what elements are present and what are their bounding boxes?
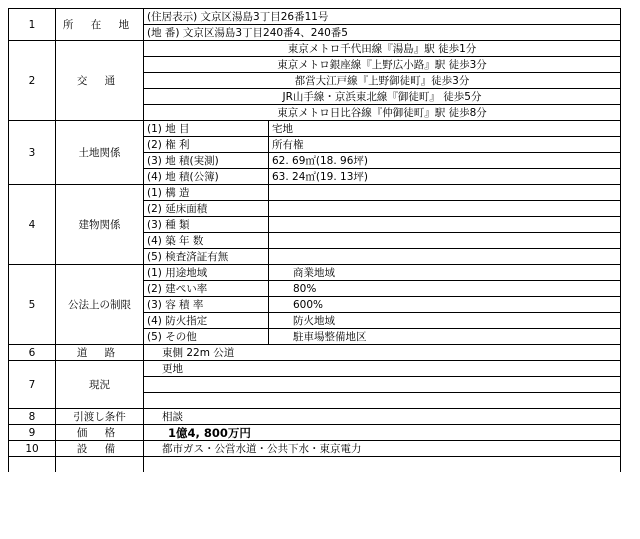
- row-land: [9, 121, 621, 137]
- blank-cell: [56, 457, 144, 473]
- row-legal-restrictions: [9, 265, 621, 281]
- address-lot-number: (地 番) 文京区湯島3丁目240番4、240番5: [144, 25, 621, 41]
- row-number: 3: [9, 121, 56, 185]
- row-number: 5: [9, 265, 56, 345]
- row-handover: [9, 409, 621, 425]
- transport-line: 都営大江戸線『上野御徒町』徒歩3分: [144, 73, 621, 89]
- handover-value: 相談: [144, 409, 621, 425]
- blank-cell: [144, 457, 621, 473]
- row-label-road: 道 路: [56, 345, 144, 361]
- legal-item-key: (4) 防火指定: [144, 313, 269, 329]
- legal-item-key: (5) その他: [144, 329, 269, 345]
- transport-line: 東京メトロ銀座線『上野広小路』駅 徒歩3分: [144, 57, 621, 73]
- building-item-value: [269, 249, 621, 265]
- row-facilities: [9, 441, 621, 457]
- land-item-key: (1) 地 目: [144, 121, 269, 137]
- row-number: 1: [9, 9, 56, 41]
- row-location: [9, 9, 621, 25]
- building-item-key: (4) 築 年 数: [144, 233, 269, 249]
- building-item-key: (3) 種 類: [144, 217, 269, 233]
- land-item-key: (2) 権 利: [144, 137, 269, 153]
- land-item-value: 63. 24㎡(19. 13坪): [269, 169, 621, 185]
- row-label-facilities: 設 備: [56, 441, 144, 457]
- current-status-value: 更地: [144, 361, 621, 377]
- row-label-legal: 公法上の制限: [56, 265, 144, 345]
- row-label-location: 所 在 地: [56, 9, 144, 41]
- row-label-handover: 引渡し条件: [56, 409, 144, 425]
- property-info-table: [8, 8, 621, 472]
- blank-cell: [144, 377, 621, 393]
- transport-line: JR山手線・京浜東北線『御徒町』 徒歩5分: [144, 89, 621, 105]
- land-item-value: 62. 69㎡(18. 96坪): [269, 153, 621, 169]
- row-current-status: [9, 361, 621, 377]
- row-road: [9, 345, 621, 361]
- row-number: 2: [9, 41, 56, 121]
- legal-item-value: 防火地域: [269, 313, 621, 329]
- row-trailing: [9, 457, 621, 473]
- transport-line: 東京メトロ日比谷線『仲御徒町』駅 徒歩8分: [144, 105, 621, 121]
- row-label-transport: 交 通: [56, 41, 144, 121]
- row-number: 4: [9, 185, 56, 265]
- legal-item-value: 商業地域: [269, 265, 621, 281]
- blank-cell: [144, 393, 621, 409]
- blank-cell: [9, 457, 56, 473]
- building-item-key: (5) 検査済証有無: [144, 249, 269, 265]
- land-item-value: 宅地: [269, 121, 621, 137]
- legal-item-key: (2) 建ぺい率: [144, 281, 269, 297]
- legal-item-value: 600%: [269, 297, 621, 313]
- land-item-value: 所有権: [269, 137, 621, 153]
- row-number: 6: [9, 345, 56, 361]
- legal-item-value: 駐車場整備地区: [269, 329, 621, 345]
- road-value: 東側 22m 公道: [144, 345, 621, 361]
- building-item-value: [269, 185, 621, 201]
- land-item-key: (4) 地 積(公簿): [144, 169, 269, 185]
- row-number: 8: [9, 409, 56, 425]
- building-item-key: (2) 延床面積: [144, 201, 269, 217]
- row-number: 7: [9, 361, 56, 409]
- row-number: 10: [9, 441, 56, 457]
- row-building: [9, 185, 621, 201]
- legal-item-value: 80%: [269, 281, 621, 297]
- building-item-value: [269, 233, 621, 249]
- row-label-current-status: 現況: [56, 361, 144, 409]
- address-residential: (住居表示) 文京区湯島3丁目26番11号: [144, 9, 621, 25]
- row-price: [9, 425, 621, 441]
- row-transport: [9, 41, 621, 57]
- building-item-value: [269, 201, 621, 217]
- row-label-building: 建物関係: [56, 185, 144, 265]
- row-label-price: 価 格: [56, 425, 144, 441]
- row-label-land: 土地関係: [56, 121, 144, 185]
- transport-line: 東京メトロ千代田線『湯島』駅 徒歩1分: [144, 41, 621, 57]
- land-item-key: (3) 地 積(実測): [144, 153, 269, 169]
- facilities-value: 都市ガス・公営水道・公共下水・東京電力: [144, 441, 621, 457]
- legal-item-key: (3) 容 積 率: [144, 297, 269, 313]
- building-item-value: [269, 217, 621, 233]
- row-number: 9: [9, 425, 56, 441]
- legal-item-key: (1) 用途地域: [144, 265, 269, 281]
- building-item-key: (1) 構 造: [144, 185, 269, 201]
- price-value: 1億4, 800万円: [144, 425, 621, 441]
